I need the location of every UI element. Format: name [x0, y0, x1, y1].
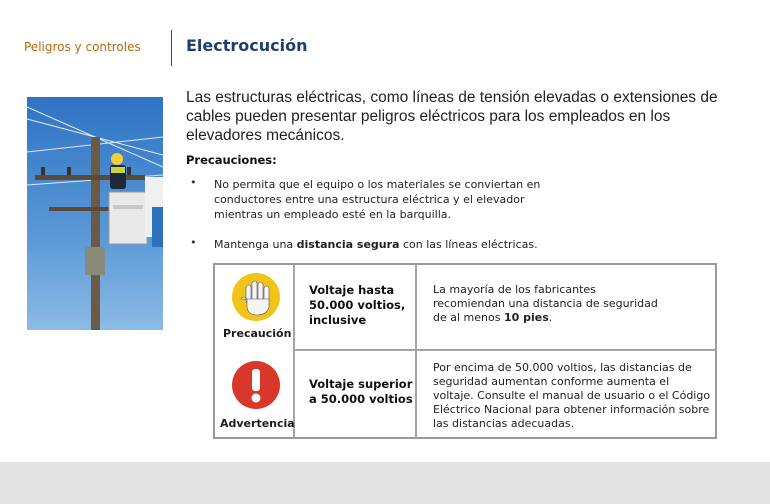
header-divider — [171, 30, 172, 66]
precaution-item-1: No permita que el equipo o los materiales se conviertan en conductores entre una estructura eléctrica y el elevador mientras un empleado esté en la barquilla. — [214, 178, 541, 221]
caution-label: Precaución — [223, 327, 292, 340]
hand-stop-icon — [219, 271, 293, 323]
warning-label: Advertencia — [220, 417, 295, 430]
voltage-range-low: Voltaje hasta 50.000 voltios, inclusive — [309, 283, 406, 327]
page-title: Electrocución — [186, 36, 308, 55]
footer-band — [0, 462, 770, 504]
safe-distance-emphasis: distancia segura — [296, 238, 400, 251]
warning-sign — [219, 359, 293, 433]
clearance-note-low: La mayoría de los fabricantes recomiendan una distancia de seguridad de al menos 10 pies. — [433, 283, 658, 324]
voltage-range-high: Voltaje superior a 50.000 voltios — [309, 377, 413, 406]
clearance-distance: 10 pies — [503, 311, 549, 324]
table-row — [215, 351, 715, 437]
intro-paragraph: Las estructuras eléctricas, como líneas de tensión elevadas o extensiones de cables pueden presentar peligros eléctricos para los empleados en los elevadores mecánicos. — [186, 89, 718, 144]
precaution-item-2: Mantenga una distancia segura con las líneas eléctricas. — [214, 238, 538, 251]
table-row — [215, 265, 715, 349]
section-label: Peligros y controles — [24, 40, 141, 54]
precautions-heading: Precauciones: — [186, 153, 277, 167]
bullet-marker: • — [190, 176, 197, 189]
clearance-note-high: Por encima de 50.000 voltios, las distancias de seguridad aumentan conforme aumenta el voltaje. Consulte el manual de usuario o el Código Eléctrico Nacional para obtener información sobre las distancias adecuadas. — [433, 361, 711, 430]
voltage-clearance-table — [213, 263, 717, 439]
exclamation-icon — [219, 359, 293, 411]
caution-sign — [219, 271, 293, 345]
lineman-photo — [27, 97, 163, 330]
bullet-marker: • — [190, 236, 197, 249]
